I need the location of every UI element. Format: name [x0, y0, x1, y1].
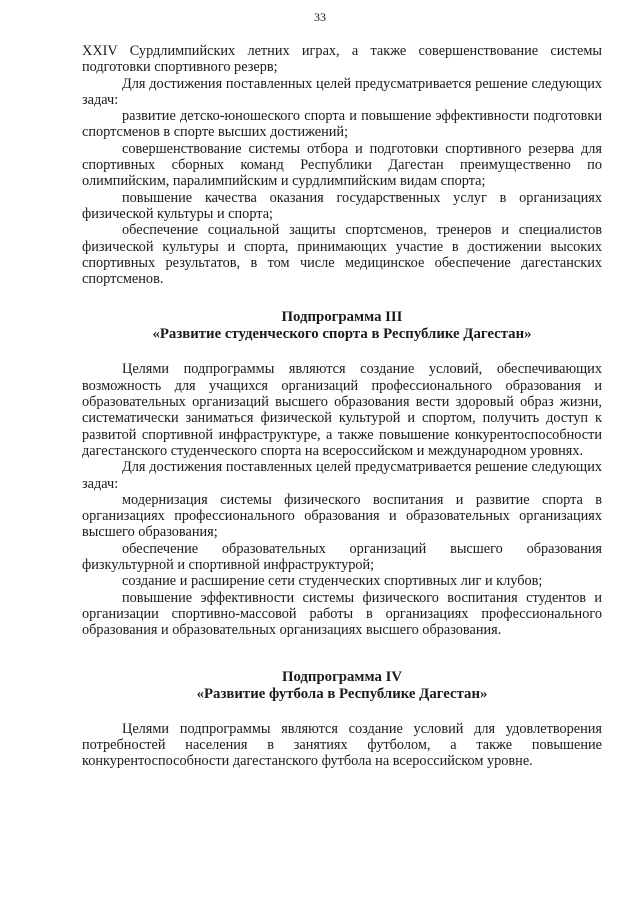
- subprogram-3-subtitle: «Развитие студенческого спорта в Республике Дагестан»: [152, 326, 532, 343]
- list-item: повышение качества оказания государственных услуг в организациях физической культуры и спорта;: [82, 189, 602, 222]
- list-item: развитие детско-юношеского спорта и повышение эффективности подготовки спортсменов в спорте высших достижений;: [82, 108, 602, 141]
- list-item: обеспечение социальной защиты спортсменов, тренеров и специалистов физической культуры и спорта, принимающих участие в достижении высоких спортивных результатов, в том числе медицинское обеспечение дагестанских спортсменов.: [82, 222, 602, 288]
- list-item: создание и расширение сети студенческих спортивных лиг и клубов;: [122, 573, 543, 590]
- subprogram-4-subtitle: «Развитие футбола в Республике Дагестан»: [196, 685, 488, 702]
- paragraph: Для достижения поставленных целей предусматривается решение следующих задач:: [82, 459, 602, 492]
- page-number: 33: [314, 10, 326, 24]
- subprogram-3-title: Подпрограмма III: [281, 309, 403, 326]
- subprogram-4-title: Подпрограмма IV: [281, 668, 403, 685]
- paragraph: Для достижения поставленных целей предусматривается решение следующих задач:: [82, 75, 602, 108]
- paragraph: Целями подпрограммы являются создание условий, обеспечивающих возможность для учащихся организаций профессионального образования и образовательных организаций высшего образования вести здоровый образ жизни, систематически заниматься физической культурой и спортом, получить доступ к развитой спортивной инфраструктуре, а также повышение конкурентоспособности дагестанского студенческого спорта на всероссийском и международном уровнях.: [82, 361, 602, 459]
- list-item: совершенствование системы отбора и подготовки спортивного резерва для спортивных сборных команд Республики Дагестан преимущественно по олимпийским, паралимпийским и сурдлимпийским видам спорта;: [82, 140, 602, 190]
- paragraph: XXIV Сурдлимпийских летних играх, а также совершенствование системы подготовки спортивного резерв;: [82, 43, 602, 76]
- list-item: повышение эффективности системы физического воспитания студентов и организации спортивно-массовой работы в организациях профессионального образования и образовательных организациях высшего образования.: [82, 589, 602, 639]
- document-body: [82, 43, 602, 769]
- list-item: обеспечение образовательных организаций высшего образования физкультурной и спортивной инфраструктурой;: [82, 540, 602, 574]
- list-item: модернизация системы физического воспитания и развитие спорта в организациях профессионального образования и образовательных организациях высшего образования;: [82, 491, 602, 541]
- paragraph: Целями подпрограммы являются создание условий для удовлетворения потребностей населения в занятиях футболом, а также повышение конкурентоспособности дагестанского футбола на всероссийском уровне.: [82, 720, 602, 770]
